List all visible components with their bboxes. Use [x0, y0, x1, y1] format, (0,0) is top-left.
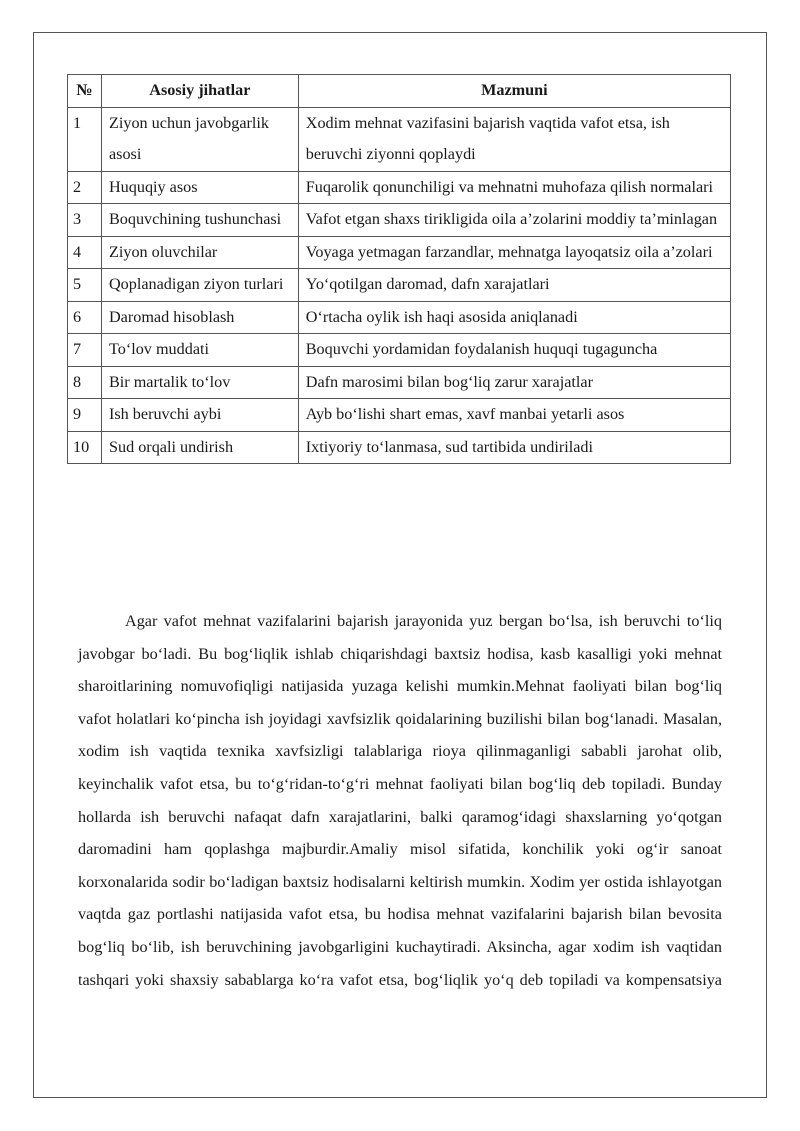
row-number: 4 — [68, 236, 102, 269]
row-content: Fuqarolik qonunchiligi va mehnatni muhofaza qilish normalari — [298, 171, 730, 204]
row-number: 6 — [68, 301, 102, 334]
row-aspect: Boquvchining tushunchasi — [101, 204, 298, 237]
table-row — [68, 236, 731, 269]
row-aspect: Ish beruvchi aybi — [101, 399, 298, 432]
row-aspect: Huquqiy asos — [101, 171, 298, 204]
row-aspect: Ziyon oluvchilar — [101, 236, 298, 269]
table-row — [68, 431, 731, 464]
row-content: Ayb bo‘lishi shart emas, xavf manbai yetarli asos — [298, 399, 730, 432]
table-row — [68, 399, 731, 432]
row-content: Voyaga yetmagan farzandlar, mehnatga layoqatsiz oila a’zolari — [298, 236, 730, 269]
row-number: 3 — [68, 204, 102, 237]
row-aspect: Daromad hisoblash — [101, 301, 298, 334]
row-number: 9 — [68, 399, 102, 432]
table-row — [68, 301, 731, 334]
row-content: Xodim mehnat vazifasini bajarish vaqtida vafot etsa, ish beruvchi ziyonni qoplaydi — [298, 107, 730, 171]
table-header-row — [68, 75, 731, 108]
info-table — [67, 74, 731, 464]
table-row — [68, 269, 731, 302]
row-content: O‘rtacha oylik ish haqi asosida aniqlanadi — [298, 301, 730, 334]
row-number: 5 — [68, 269, 102, 302]
table-row — [68, 366, 731, 399]
row-content: Boquvchi yordamidan foydalanish huquqi tugaguncha — [298, 334, 730, 367]
header-aspect: Asosiy jihatlar — [101, 75, 298, 108]
row-number: 8 — [68, 366, 102, 399]
row-content: Yo‘qotilgan daromad, dafn xarajatlari — [298, 269, 730, 302]
table-row — [68, 171, 731, 204]
row-number: 2 — [68, 171, 102, 204]
row-aspect: Ziyon uchun javobgarlik asosi — [101, 107, 298, 171]
body-paragraph: Agar vafot mehnat vazifalarini bajarish jarayonida yuz bergan bo‘lsa, ish beruvchi to‘liq javobgar bo‘ladi. Bu bog‘liqlik ishlab chiqarishdagi baxtsiz hodisa, kasb kasalligi yoki mehnat sharoitlarining nomuvofiqligi natijasida yuzaga kelishi mumkin.Mehnat faoliyati bilan bog‘liq vafot holatlari ko‘pincha ish joyidagi xavfsizlik qoidalarining buzilishi bilan bog‘lanadi. Masalan, xodim ish vaqtida texnika xavfsizligi talablariga rioya qilinmaganligi sababli jarohat olib, keyinchalik vafot etsa, bu to‘g‘ridan-to‘g‘ri mehnat faoliyati bilan bog‘liq deb topiladi. Bunday hollarda ish beruvchi nafaqat dafn xarajatlarini, balki qaramog‘idagi shaxslarning yo‘qotgan daromadini ham qoplashga majburdir.Amaliy misol sifatida, konchilik yoki og‘ir sanoat korxonalarida sodir bo‘ladigan baxtsiz hodisalarni keltirish mumkin. Xodim yer ostida ishlayotgan vaqtda gaz portlashi natijasida vafot etsa, bu hodisa mehnat vazifalarini bajarish bilan bevosita bog‘liq bo‘lib, ish beruvchining javobgarligini kuchaytiradi. Aksincha, agar xodim ish vaqtidan tashqari yoki shaxsiy sabablarga ko‘ra vafot etsa, bog‘liqlik yo‘q deb topiladi va kompensatsiya — [78, 612, 722, 989]
row-aspect: Qoplanadigan ziyon turlari — [101, 269, 298, 302]
row-number: 10 — [68, 431, 102, 464]
row-aspect: Sud orqali undirish — [101, 431, 298, 464]
row-content: Dafn marosimi bilan bog‘liq zarur xarajatlar — [298, 366, 730, 399]
row-content: Ixtiyoriy to‘lanmasa, sud tartibida undiriladi — [298, 431, 730, 464]
row-content: Vafot etgan shaxs tirikligida oila a’zolarini moddiy ta’minlagan — [298, 204, 730, 237]
row-number: 1 — [68, 107, 102, 171]
table-row — [68, 204, 731, 237]
header-content: Mazmuni — [298, 75, 730, 108]
row-aspect: To‘lov muddati — [101, 334, 298, 367]
table-row — [68, 107, 731, 171]
row-number: 7 — [68, 334, 102, 367]
row-aspect: Bir martalik to‘lov — [101, 366, 298, 399]
header-number: № — [68, 75, 102, 108]
table-row — [68, 334, 731, 367]
